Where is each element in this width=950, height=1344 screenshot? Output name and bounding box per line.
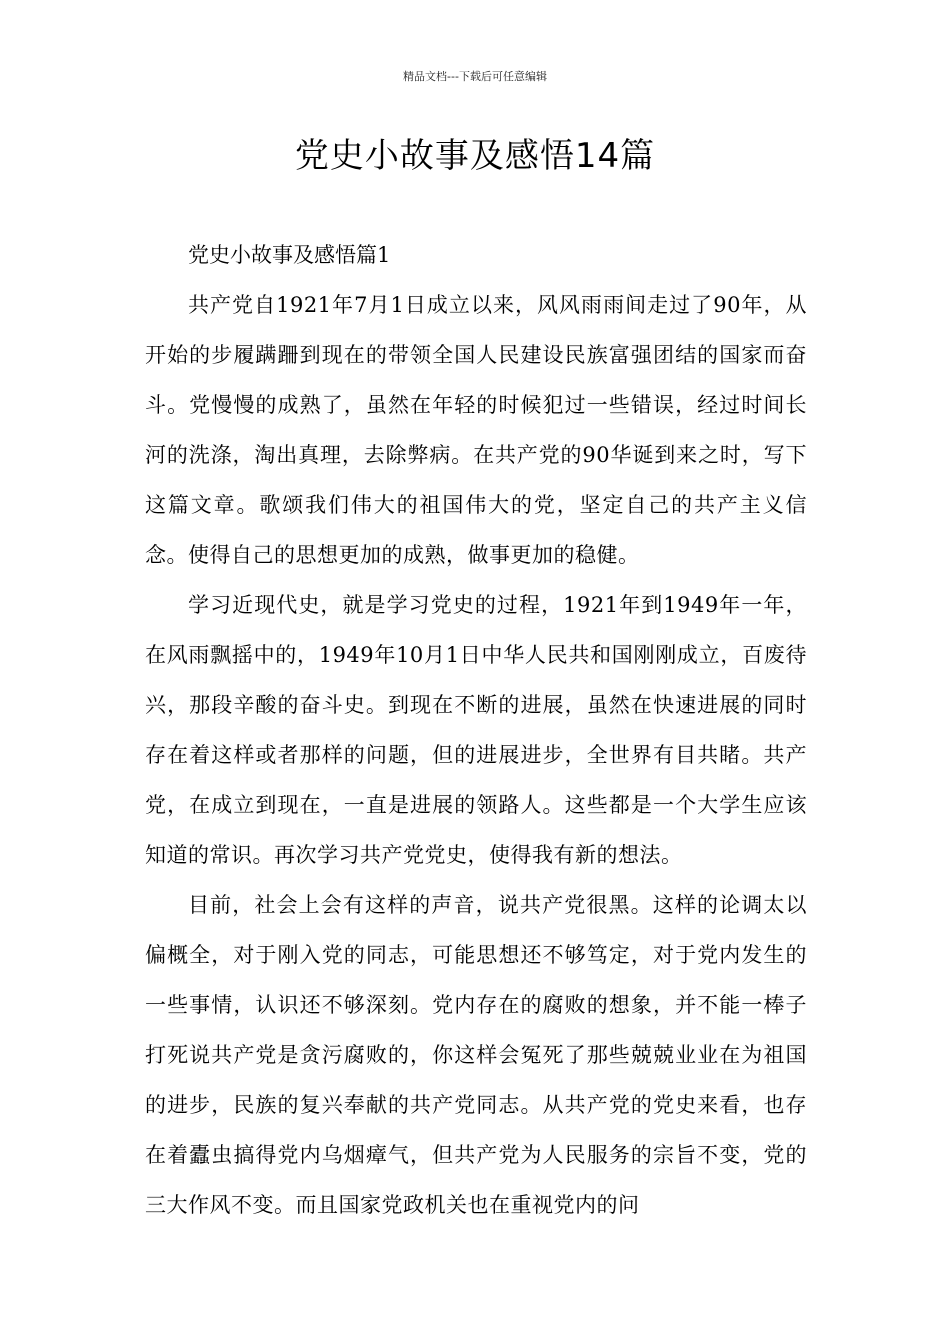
paragraph-3: 目前，社会上会有这样的声音，说共产党很黑。这样的论调太以偏概全，对于刚入党的同志，可能思想还不够笃定，对于党内发生的一些事情，认识还不够深刻。党内存在的腐败的想象，并不能一棒子打死说共产党是贪污腐败的，你这样会冤死了那些兢兢业业在为祖国的进步，民族的复兴奉献的共产党同志。从共产党的党史来看，也存在着蠹虫搞得党内乌烟瘴气，但共产党为人民服务的宗旨不变，党的三大作风不变。而且国家党政机关也在重视党内的问 xyxy=(145,893,807,1217)
document-body xyxy=(145,230,807,1230)
paragraph-1: 共产党自1921年7月1日成立以来，风风雨雨间走过了90年，从开始的步履蹒跚到现在的带领全国人民建设民族富强团结的国家而奋斗。党慢慢的成熟了，虽然在年轻的时候犯过一些错误，经过时间长河的洗涤，淘出真理，去除弊病。在共产党的90华诞到来之时，写下这篇文章。歌颂我们伟大的祖国伟大的党，坚定自己的共产主义信念。使得自己的思想更加的成熟，做事更加的稳健。 xyxy=(145,293,807,567)
paragraph-2: 学习近现代史，就是学习党史的过程，1921年到1949年一年，在风雨飘摇中的，1949年10月1日中华人民共和国刚刚成立，百废待兴，那段辛酸的奋斗史。到现在不断的进展，虽然在快速进展的同时存在着这样或者那样的问题，但的进展进步，全世界有目共睹。共产党，在成立到现在，一直是进展的领路人。这些都是一个大学生应该知道的常识。再次学习共产党党史，使得我有新的想法。 xyxy=(145,593,807,867)
header-note: 精品文档---下载后可任意编辑 xyxy=(403,70,547,83)
document-title: 党史小故事及感悟14篇 xyxy=(294,136,656,176)
section-subtitle: 党史小故事及感悟篇1 xyxy=(188,243,391,267)
